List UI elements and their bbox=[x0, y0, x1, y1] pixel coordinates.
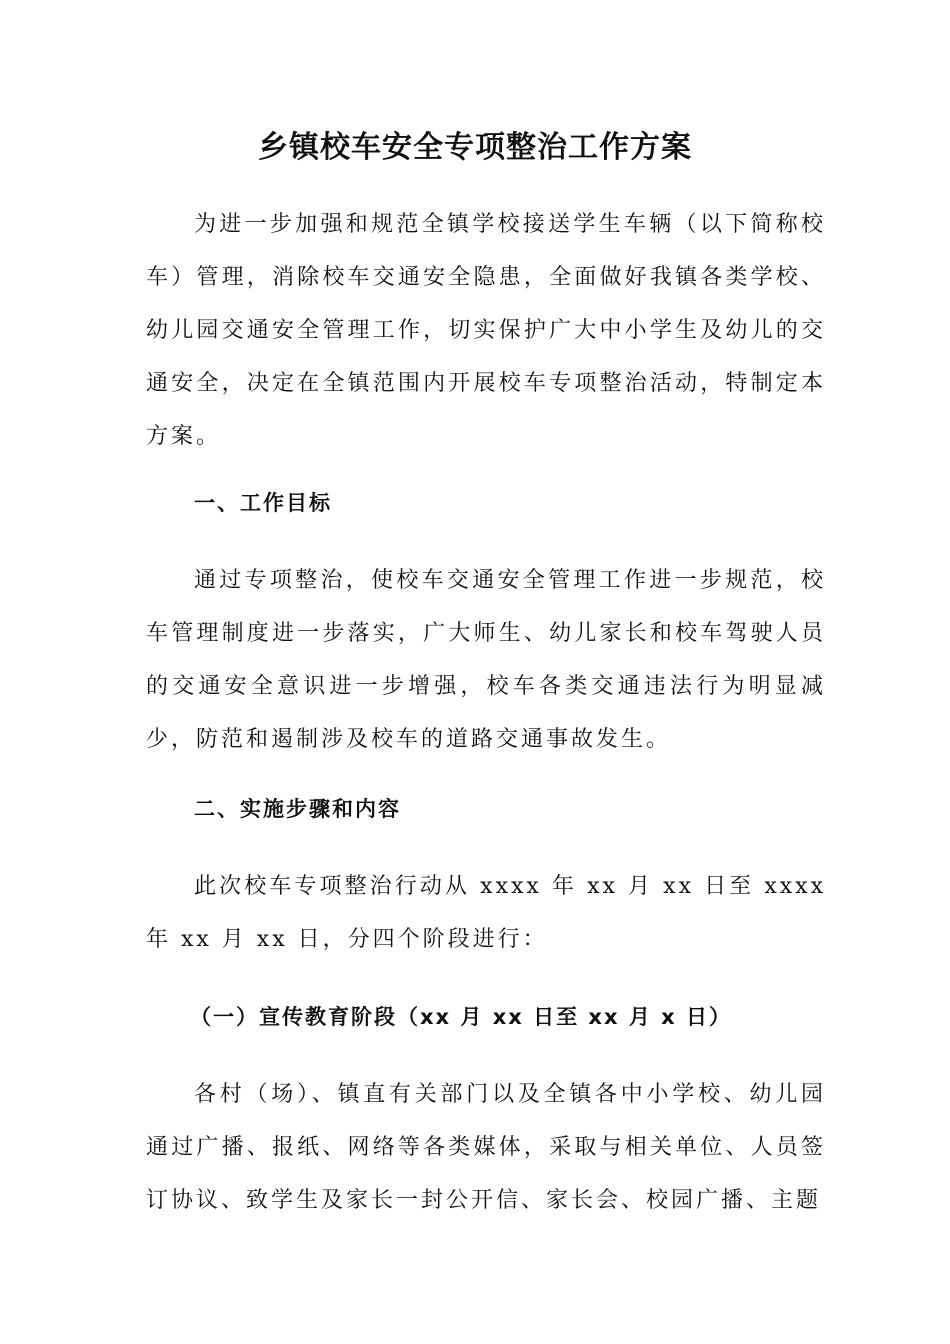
intro-paragraph: 为进一步加强和规范全镇学校接送学生车辆（以下简称校车）管理，消除校车交通安全隐患，全面做好我镇各类学校、幼儿园交通安全管理工作，切实保护广大中小学生及幼儿的交通安全，决定在全镇范围内开展校车专项整治活动，特制定本方案。 bbox=[146, 212, 826, 449]
publicity-paragraph: 各村（场）、镇直有关部门以及全镇各中小学校、幼儿园通过广播、报纸、网络等各类媒体，采取与相关单位、人员签订协议、致学生及家长一封公开信、家长会、校园广播、主题 bbox=[146, 1082, 826, 1213]
document-title: 乡镇校车安全专项整治工作方案 bbox=[258, 130, 692, 165]
section-heading-steps: 二、实施步骤和内容 bbox=[194, 797, 401, 821]
subsection-heading-publicity: （一）宣传教育阶段（xx 月 xx 日至 xx 月 x 日） bbox=[190, 1005, 732, 1029]
goals-paragraph: 通过专项整治，使校车交通安全管理工作进一步规范，校车管理制度进一步落实，广大师生、幼儿家长和校车驾驶人员的交通安全意识进一步增强，校车各类交通违法行为明显减少，防范和遏制涉及校车的道路交通事故发生。 bbox=[146, 568, 826, 752]
steps-paragraph: 此次校车专项整治行动从 xxxx 年 xx 月 xx 日至 xxxx 年 xx 月 xx 日，分四个阶段进行： bbox=[146, 874, 826, 952]
section-heading-goals: 一、工作目标 bbox=[194, 491, 332, 515]
